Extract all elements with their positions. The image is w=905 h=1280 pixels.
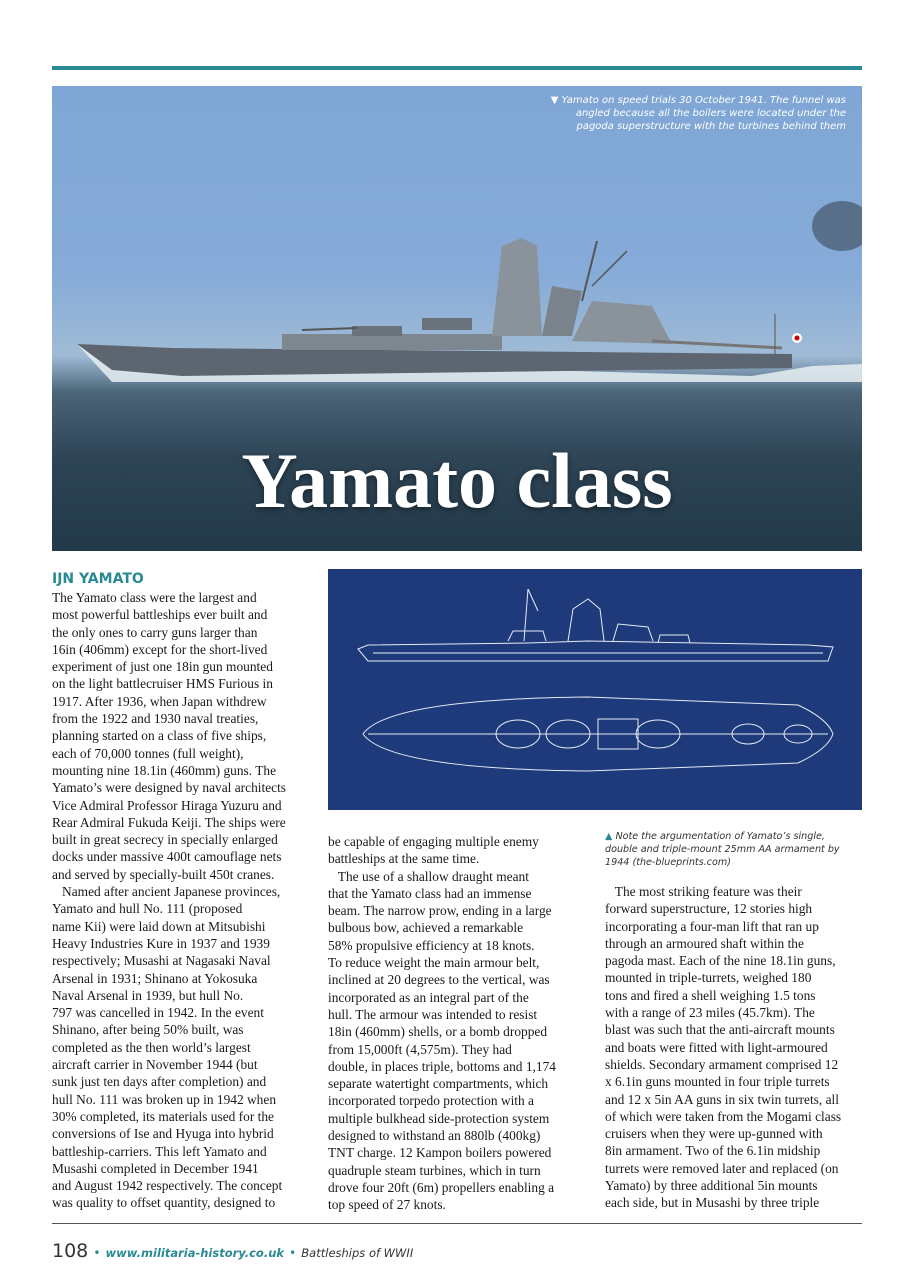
- text-line: each side, but in Musashi by three triple: [605, 1195, 820, 1211]
- text-line: To reduce weight the main armour belt,: [328, 955, 540, 971]
- text-line: from 15,000ft (4,575m). They had: [328, 1041, 512, 1057]
- text-line: Yamato and hull No. 111 (proposed: [52, 901, 243, 917]
- text-line: 30% completed, its materials used for the: [52, 1108, 274, 1124]
- text-line: Yamato’s were designed by naval architects: [52, 780, 287, 796]
- text-line: top speed of 27 knots.: [328, 1197, 446, 1213]
- text-line: through an armoured shaft within the: [605, 935, 804, 951]
- text-line: incorporated as an integral part of the: [328, 989, 529, 1005]
- text-line: aircraft carrier in November 1944 (but: [52, 1057, 258, 1073]
- text-line: blast was such that the anti-aircraft mounts: [605, 1022, 835, 1038]
- text-line: beam. The narrow prow, ending in a large: [328, 903, 552, 919]
- text-line: and August 1942 respectively. The concept: [52, 1178, 283, 1194]
- text-line: tons and fired a shell weighing 1.5 tons: [605, 987, 816, 1003]
- photo-caption: ▼ Yamato on speed trials 30 October 1941. The funnel was angled because all the boilers were located under the pagoda superstructure with the turbines behind them: [550, 95, 846, 132]
- page-number: 108: [52, 1240, 89, 1262]
- column-3: [605, 883, 841, 1212]
- text-line: Arsenal in 1931; Shinano at Yokosuka: [52, 970, 258, 986]
- text-line: built in great secrecy in specially enlarged: [52, 832, 278, 848]
- text-line: each of 70,000 tonnes (full weight),: [52, 745, 244, 761]
- text-line: Naval Arsenal in 1939, but hull No.: [52, 987, 244, 1003]
- text-line: name Kii) were laid down at Mitsubishi: [52, 918, 266, 934]
- blueprint-caption: ▲ Note the argumentation of Yamato’s single, double and triple-mount 25mm AA armament by 1944 (the-blueprints.com): [605, 831, 840, 868]
- text-line: designed to withstand an 880lb (400kg): [328, 1128, 541, 1144]
- text-line: turrets were removed later and replaced (on: [605, 1160, 839, 1176]
- text-line: mounted in triple-turrets, weighed 180: [605, 970, 812, 986]
- text-line: battleships at the same time.: [328, 851, 480, 867]
- text-line: conversions of Ise and Hyuga into hybrid: [52, 1126, 274, 1142]
- caption-marker-icon: ▼: [550, 95, 559, 106]
- text-line: multiple bulkhead side-protection system: [328, 1110, 550, 1126]
- text-line: of which were taken from the Mogami class: [605, 1108, 842, 1124]
- caption-marker-icon: ▲: [605, 831, 613, 842]
- text-line: hull. The armour was intended to resist: [328, 1006, 538, 1022]
- text-line: drove four 20ft (6m) propellers enabling a: [328, 1179, 555, 1195]
- text-line: was quality to offset quantity, designed to: [52, 1195, 276, 1211]
- text-line: respectively; Musashi at Nagasaki Naval: [52, 953, 271, 969]
- text-line: 58% propulsive efficiency at 18 knots.: [328, 937, 535, 953]
- text-line: incorporated torpedo protection with a: [328, 1093, 534, 1109]
- website-link[interactable]: www.militaria-history.co.uk: [105, 1246, 285, 1260]
- text-line: experiment of just one 18in gun mounted: [52, 659, 273, 675]
- text-line: Heavy Industries Kure in 1937 and 1939: [52, 935, 270, 951]
- blueprint-illustration: [328, 569, 862, 810]
- text-line: completed as the then world’s largest: [52, 1039, 251, 1055]
- text-line: battleship-carriers. This left Yamato and: [52, 1143, 267, 1159]
- text-line: 8in armament. Two of the 6.1in midship: [605, 1143, 821, 1159]
- text-line: Named after ancient Japanese provinces,: [52, 884, 281, 900]
- text-line: separate watertight compartments, which: [328, 1076, 549, 1092]
- text-line: from the 1922 and 1930 naval treaties,: [52, 711, 259, 727]
- text-line: 16in (406mm) except for the short-lived: [52, 641, 268, 657]
- text-line: docks under massive 400t camouflage nets: [52, 849, 282, 865]
- yamato-photo: [52, 86, 862, 551]
- text-line: with a range of 23 miles (45.7km). The: [605, 1005, 815, 1021]
- blueprint-drawing: [328, 569, 862, 810]
- text-line: Vice Admiral Professor Hiraga Yuzuru and: [52, 797, 282, 813]
- footer: 108 • www.militaria-history.co.uk • Battleships of WWII: [52, 1240, 414, 1262]
- text-line: and served by specially-built 450t cranes.: [52, 866, 275, 882]
- text-line: most powerful battleships ever built and: [52, 607, 268, 623]
- column-1: [52, 589, 286, 1212]
- text-line: planning started on a class of five ships,: [52, 728, 267, 744]
- text-line: shields. Secondary armament comprised 12: [605, 1056, 839, 1072]
- text-line: Musashi completed in December 1941: [52, 1160, 259, 1176]
- text-line: 18in (460mm) shells, or a bomb dropped: [328, 1024, 548, 1040]
- text-line: on the light battlecruiser HMS Furious in: [52, 676, 273, 692]
- text-line: and 12 x 5in AA guns in six twin turrets, all: [605, 1091, 839, 1107]
- text-line: hull No. 111 was broken up in 1942 when: [52, 1091, 277, 1107]
- text-line: bulbous bow, achieved a remarkable: [328, 920, 524, 936]
- text-line: forward superstructure, 12 stories high: [605, 901, 813, 917]
- column-2: [328, 833, 556, 1214]
- text-line: 1917. After 1936, when Japan withdrew: [52, 693, 267, 709]
- text-line: cruisers when they were up-gunned with: [605, 1126, 823, 1142]
- text-line: be capable of engaging multiple enemy: [328, 834, 539, 849]
- text-line: mounting nine 18.1in (460mm) guns. The: [52, 762, 277, 778]
- text-line: Rear Admiral Fukuda Keiji. The ships were: [52, 814, 286, 830]
- text-line: TNT charge. 12 Kampon boilers powered: [328, 1145, 552, 1161]
- text-line: pagoda mast. Each of the nine 18.1in guns,: [605, 953, 836, 969]
- text-line: The most striking feature was their: [605, 884, 802, 899]
- text-line: The Yamato class were the largest and: [52, 590, 257, 605]
- top-rule: [52, 66, 862, 70]
- text-line: and boats were fitted with light-armoured: [605, 1039, 828, 1055]
- section-heading: IJN YAMATO: [52, 571, 144, 587]
- text-line: incorporating a four-man lift that ran up: [605, 918, 819, 934]
- article-title: Yamato class: [241, 437, 673, 524]
- text-line: x 6.1in guns mounted in four triple turrets: [605, 1074, 830, 1090]
- text-line: The use of a shallow draught meant: [328, 868, 529, 884]
- publication-name: Battleships of WWII: [301, 1246, 414, 1260]
- text-line: inclined at 20 degrees to the vertical, was: [328, 972, 550, 988]
- text-line: quadruple steam turbines, which in turn: [328, 1162, 541, 1178]
- text-line: double, in places triple, bottoms and 1,174: [328, 1058, 556, 1074]
- text-line: that the Yamato class had an immense: [328, 885, 532, 901]
- text-line: 797 was cancelled in 1942. In the event: [52, 1005, 264, 1021]
- bottom-rule: [52, 1223, 862, 1224]
- text-line: sunk just ten days after completion) and: [52, 1074, 267, 1090]
- text-line: the only ones to carry guns larger than: [52, 624, 258, 640]
- text-line: Yamato) by three additional 5in mounts: [605, 1178, 818, 1194]
- text-line: Shinano, after being 50% built, was: [52, 1022, 244, 1038]
